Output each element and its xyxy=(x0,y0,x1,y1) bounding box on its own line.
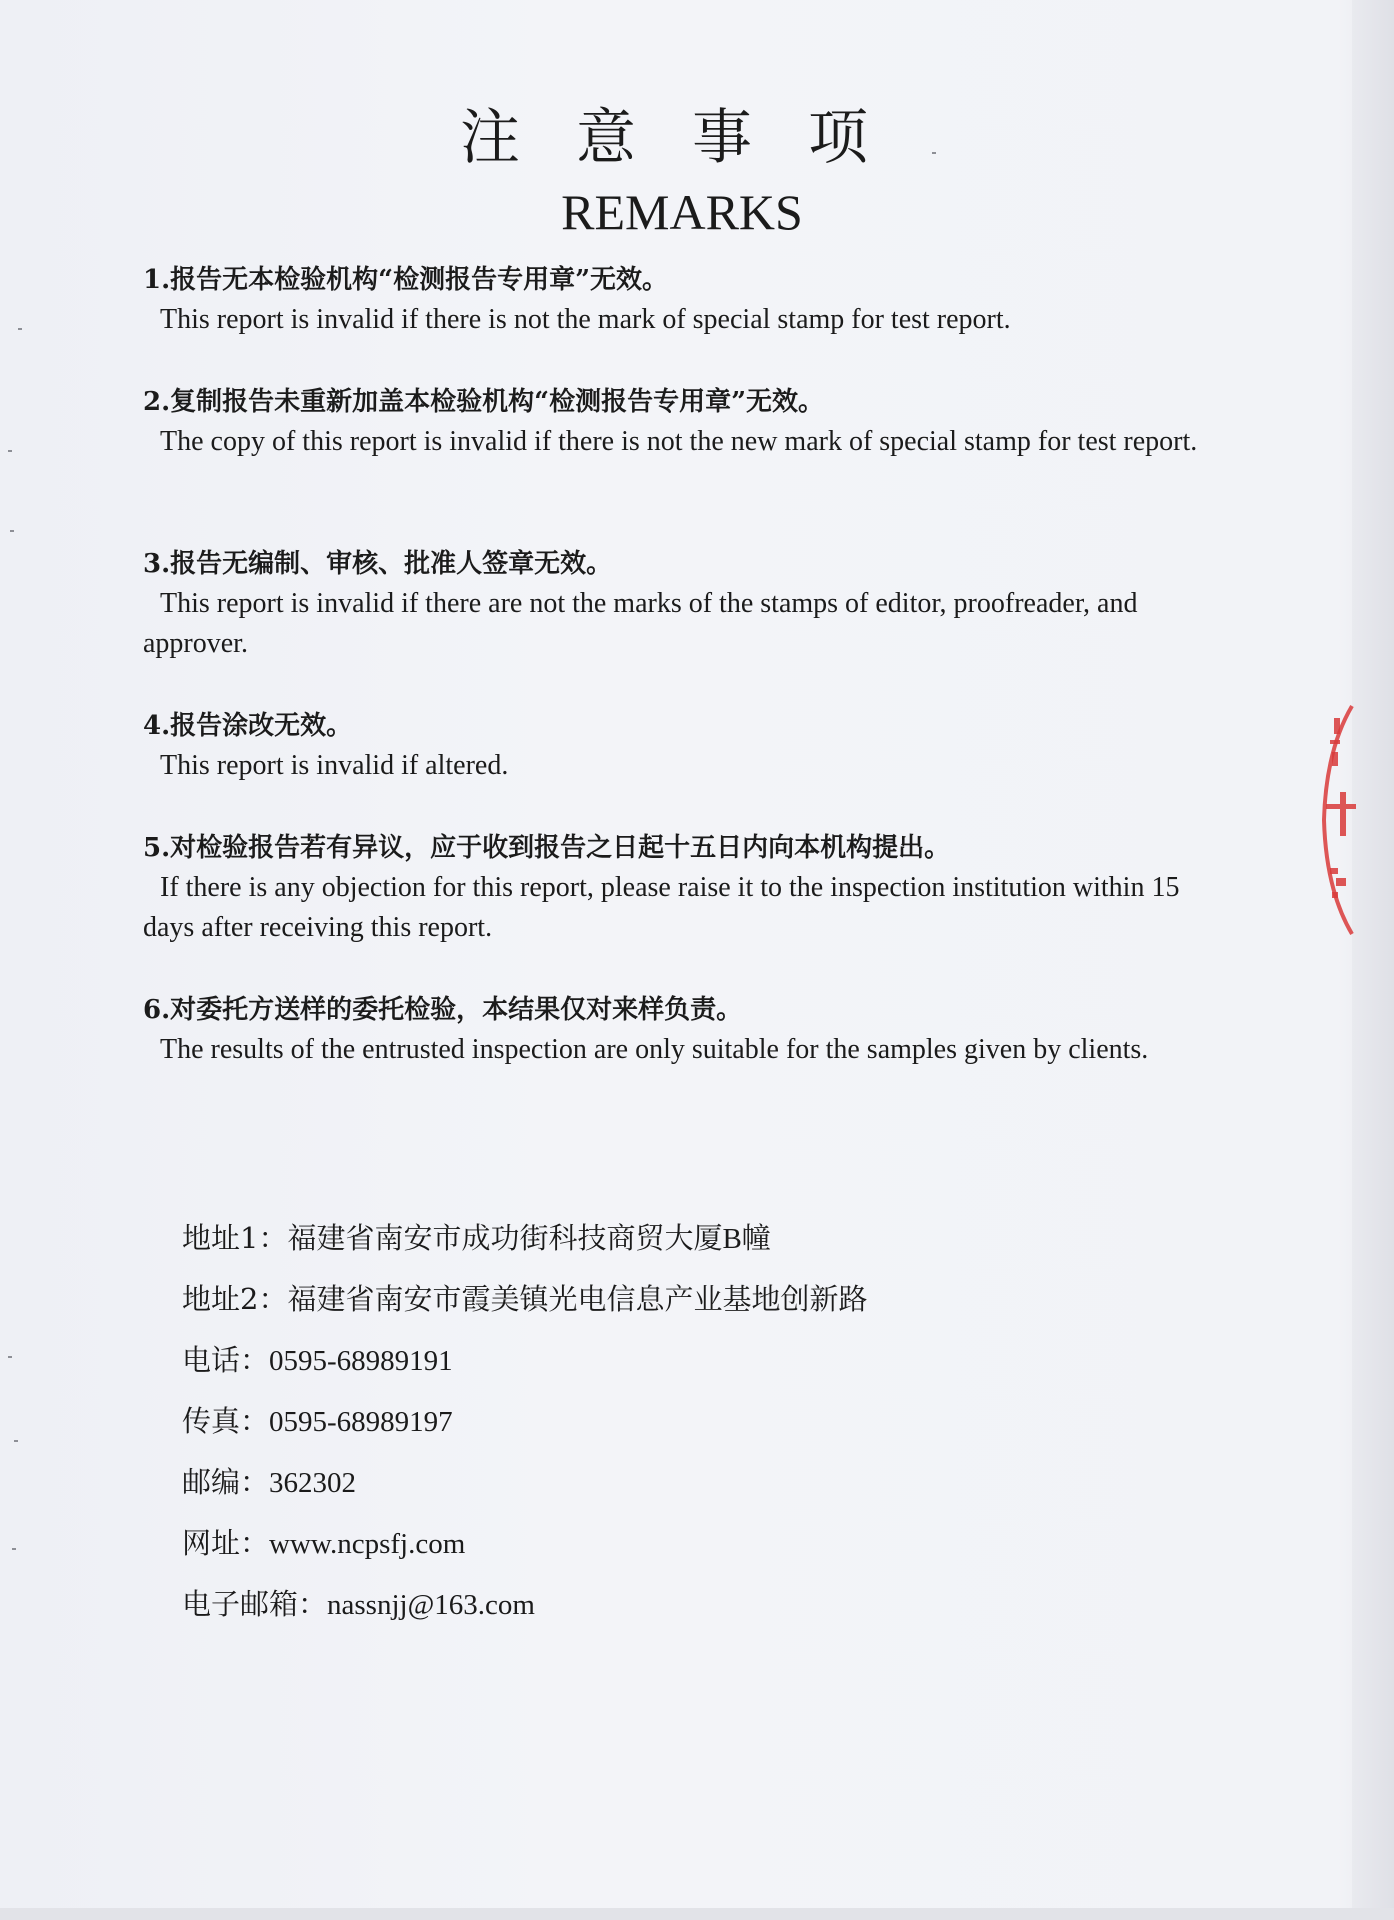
remark-5-cn: 5.对检验报告若有异议，应于收到报告之日起十五日内向本机构提出。 xyxy=(143,833,951,863)
contact-address-1 xyxy=(182,1208,1082,1269)
remark-5-en: If there is any objection for this report, please raise it to the inspection institution within 15 days after receiving this report. xyxy=(143,872,1180,943)
remark-4-cn: 4.报告涂改无效。 xyxy=(143,711,353,741)
contact-label: 电子邮箱： xyxy=(182,1587,328,1621)
remark-1-cn: 1.报告无本检验机构“检测报告专用章”无效。 xyxy=(143,265,669,295)
remark-item-4 xyxy=(143,706,1203,786)
contact-value: nassnjj@163.com xyxy=(327,1589,535,1621)
contact-label: 网址： xyxy=(182,1526,270,1560)
contact-website xyxy=(182,1513,1082,1574)
contact-label: 邮编： xyxy=(182,1465,270,1499)
page-edge-shadow xyxy=(1352,0,1394,1920)
contact-email xyxy=(182,1574,1082,1635)
scan-speck xyxy=(8,1356,12,1358)
contact-phone xyxy=(182,1330,1082,1391)
page-bottom-edge xyxy=(0,1908,1394,1920)
seal-stamp-icon xyxy=(1312,700,1358,940)
remark-2-en: The copy of this report is invalid if there is not the new mark of special stamp for test report. xyxy=(160,426,1198,457)
contact-label: 电话： xyxy=(182,1343,270,1377)
scan-speck xyxy=(18,328,22,330)
title-english: REMARKS xyxy=(561,184,803,240)
contact-label: 地址2： xyxy=(182,1282,288,1316)
scan-speck xyxy=(12,1548,16,1550)
contact-label: 地址1： xyxy=(182,1221,288,1255)
remark-2-cn: 2.复制报告未重新加盖本检验机构“检测报告专用章”无效。 xyxy=(143,387,825,417)
contact-value: 362302 xyxy=(269,1467,357,1499)
remark-item-2 xyxy=(143,382,1203,462)
remark-item-5 xyxy=(143,828,1203,948)
remark-item-6 xyxy=(143,990,1203,1070)
contact-fax xyxy=(182,1391,1082,1452)
contact-postcode xyxy=(182,1452,1082,1513)
contact-address-2 xyxy=(182,1269,1082,1330)
contact-value: 0595-68989191 xyxy=(269,1345,453,1377)
remark-6-cn: 6.对委托方送样的委托检验，本结果仅对来样负责。 xyxy=(143,995,743,1025)
scan-speck xyxy=(10,530,14,532)
contact-value: www.ncpsfj.com xyxy=(269,1528,466,1560)
contact-value: 福建省南安市霞美镇光电信息产业基地创新路 xyxy=(287,1284,868,1316)
scan-speck xyxy=(932,152,936,154)
remark-item-3 xyxy=(143,544,1203,664)
title-chinese: 注意事项 xyxy=(460,103,924,173)
remark-4-en: This report is invalid if altered. xyxy=(160,750,509,781)
remark-item-1 xyxy=(143,260,1203,340)
remark-6-en: The results of the entrusted inspection are only suitable for the samples given by clients. xyxy=(160,1034,1149,1065)
scan-speck xyxy=(8,450,12,452)
remark-3-cn: 3.报告无编制、审核、批准人签章无效。 xyxy=(143,549,613,579)
remark-3-en: This report is invalid if there are not the marks of the stamps of editor, proofreader, and approver. xyxy=(143,588,1138,659)
scan-speck xyxy=(14,1440,18,1442)
contact-value: 福建省南安市成功街科技商贸大厦B幢 xyxy=(287,1223,771,1255)
contact-list xyxy=(182,1208,1082,1635)
contact-value: 0595-68989197 xyxy=(269,1406,453,1438)
remark-1-en: This report is invalid if there is not the mark of special stamp for test report. xyxy=(160,304,1011,335)
contact-label: 传真： xyxy=(182,1404,270,1438)
